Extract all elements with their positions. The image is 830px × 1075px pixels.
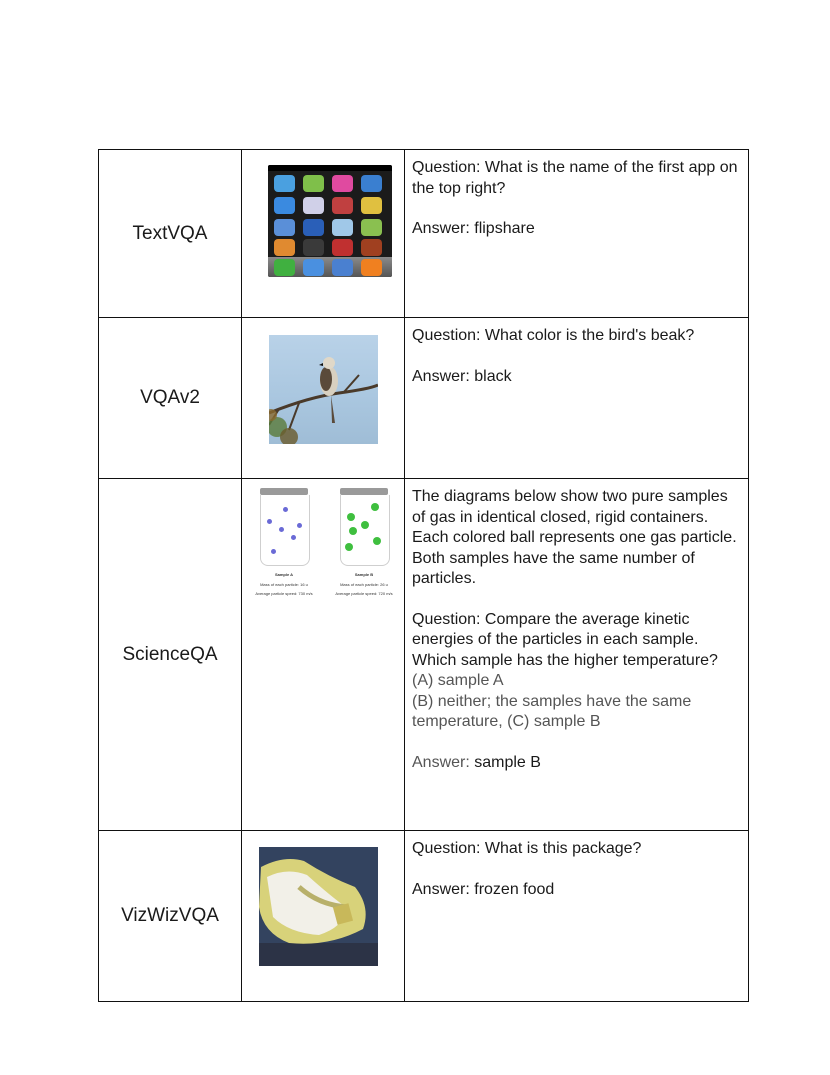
dataset-name: VQAv2 (99, 318, 242, 479)
dataset-name: VizWizVQA (99, 831, 242, 1002)
dataset-name: ScienceQA (99, 479, 242, 831)
qa-text-cell (405, 318, 749, 479)
sample-a-speed: Average particle speed: 730 m/s (255, 591, 313, 596)
sample-b-jar (340, 495, 390, 566)
table-row (99, 479, 749, 831)
answer-text: Answer: frozen food (412, 880, 555, 898)
option-a-text: (A) sample A (412, 672, 504, 689)
table-row (99, 318, 749, 479)
table-row (99, 831, 749, 1002)
sample-b-speed: Average particle speed: 720 m/s (335, 591, 393, 596)
question-text: Question: Compare the average kinetic energies of the particles in each sample. Which sample has the higher temperature? (412, 610, 718, 669)
qa-text-cell (405, 150, 749, 318)
dataset-name: TextVQA (99, 150, 242, 318)
context-text: The diagrams below show two pure samples of gas in identical closed, rigid containers. Each colored ball represents one gas particle. Both samples have the same number of particles. (412, 488, 737, 587)
sample-a-mass: Mass of each particle: 16 u (260, 582, 308, 587)
answer-text: Answer: flipshare (412, 220, 535, 237)
answer-text: Answer: black (412, 367, 512, 385)
option-b-text: (B) neither; the samples have the same temperature, (C) sample B (412, 692, 692, 730)
question-text: Question: What is this package? (412, 840, 642, 857)
question-text: Question: What color is the bird's beak? (412, 327, 695, 344)
example-image-cell (242, 150, 405, 318)
answer-value: sample B (474, 753, 541, 771)
qa-text-cell (405, 831, 749, 1002)
sample-b-mass: Mass of each particle: 26 u (340, 582, 388, 587)
example-image-cell (242, 479, 405, 831)
question-text: Question: What is the name of the first app on the top right? (412, 159, 738, 197)
qa-text-cell (405, 479, 749, 831)
sample-a-label: Sample A (274, 572, 294, 577)
answer-label: Answer: (412, 753, 470, 771)
sample-b-label: Sample B (354, 572, 374, 577)
table-row (99, 150, 749, 318)
sample-a-jar (260, 495, 310, 566)
example-image-cell (242, 831, 405, 1002)
qa-examples-table (98, 149, 749, 1002)
example-image-cell (242, 318, 405, 479)
